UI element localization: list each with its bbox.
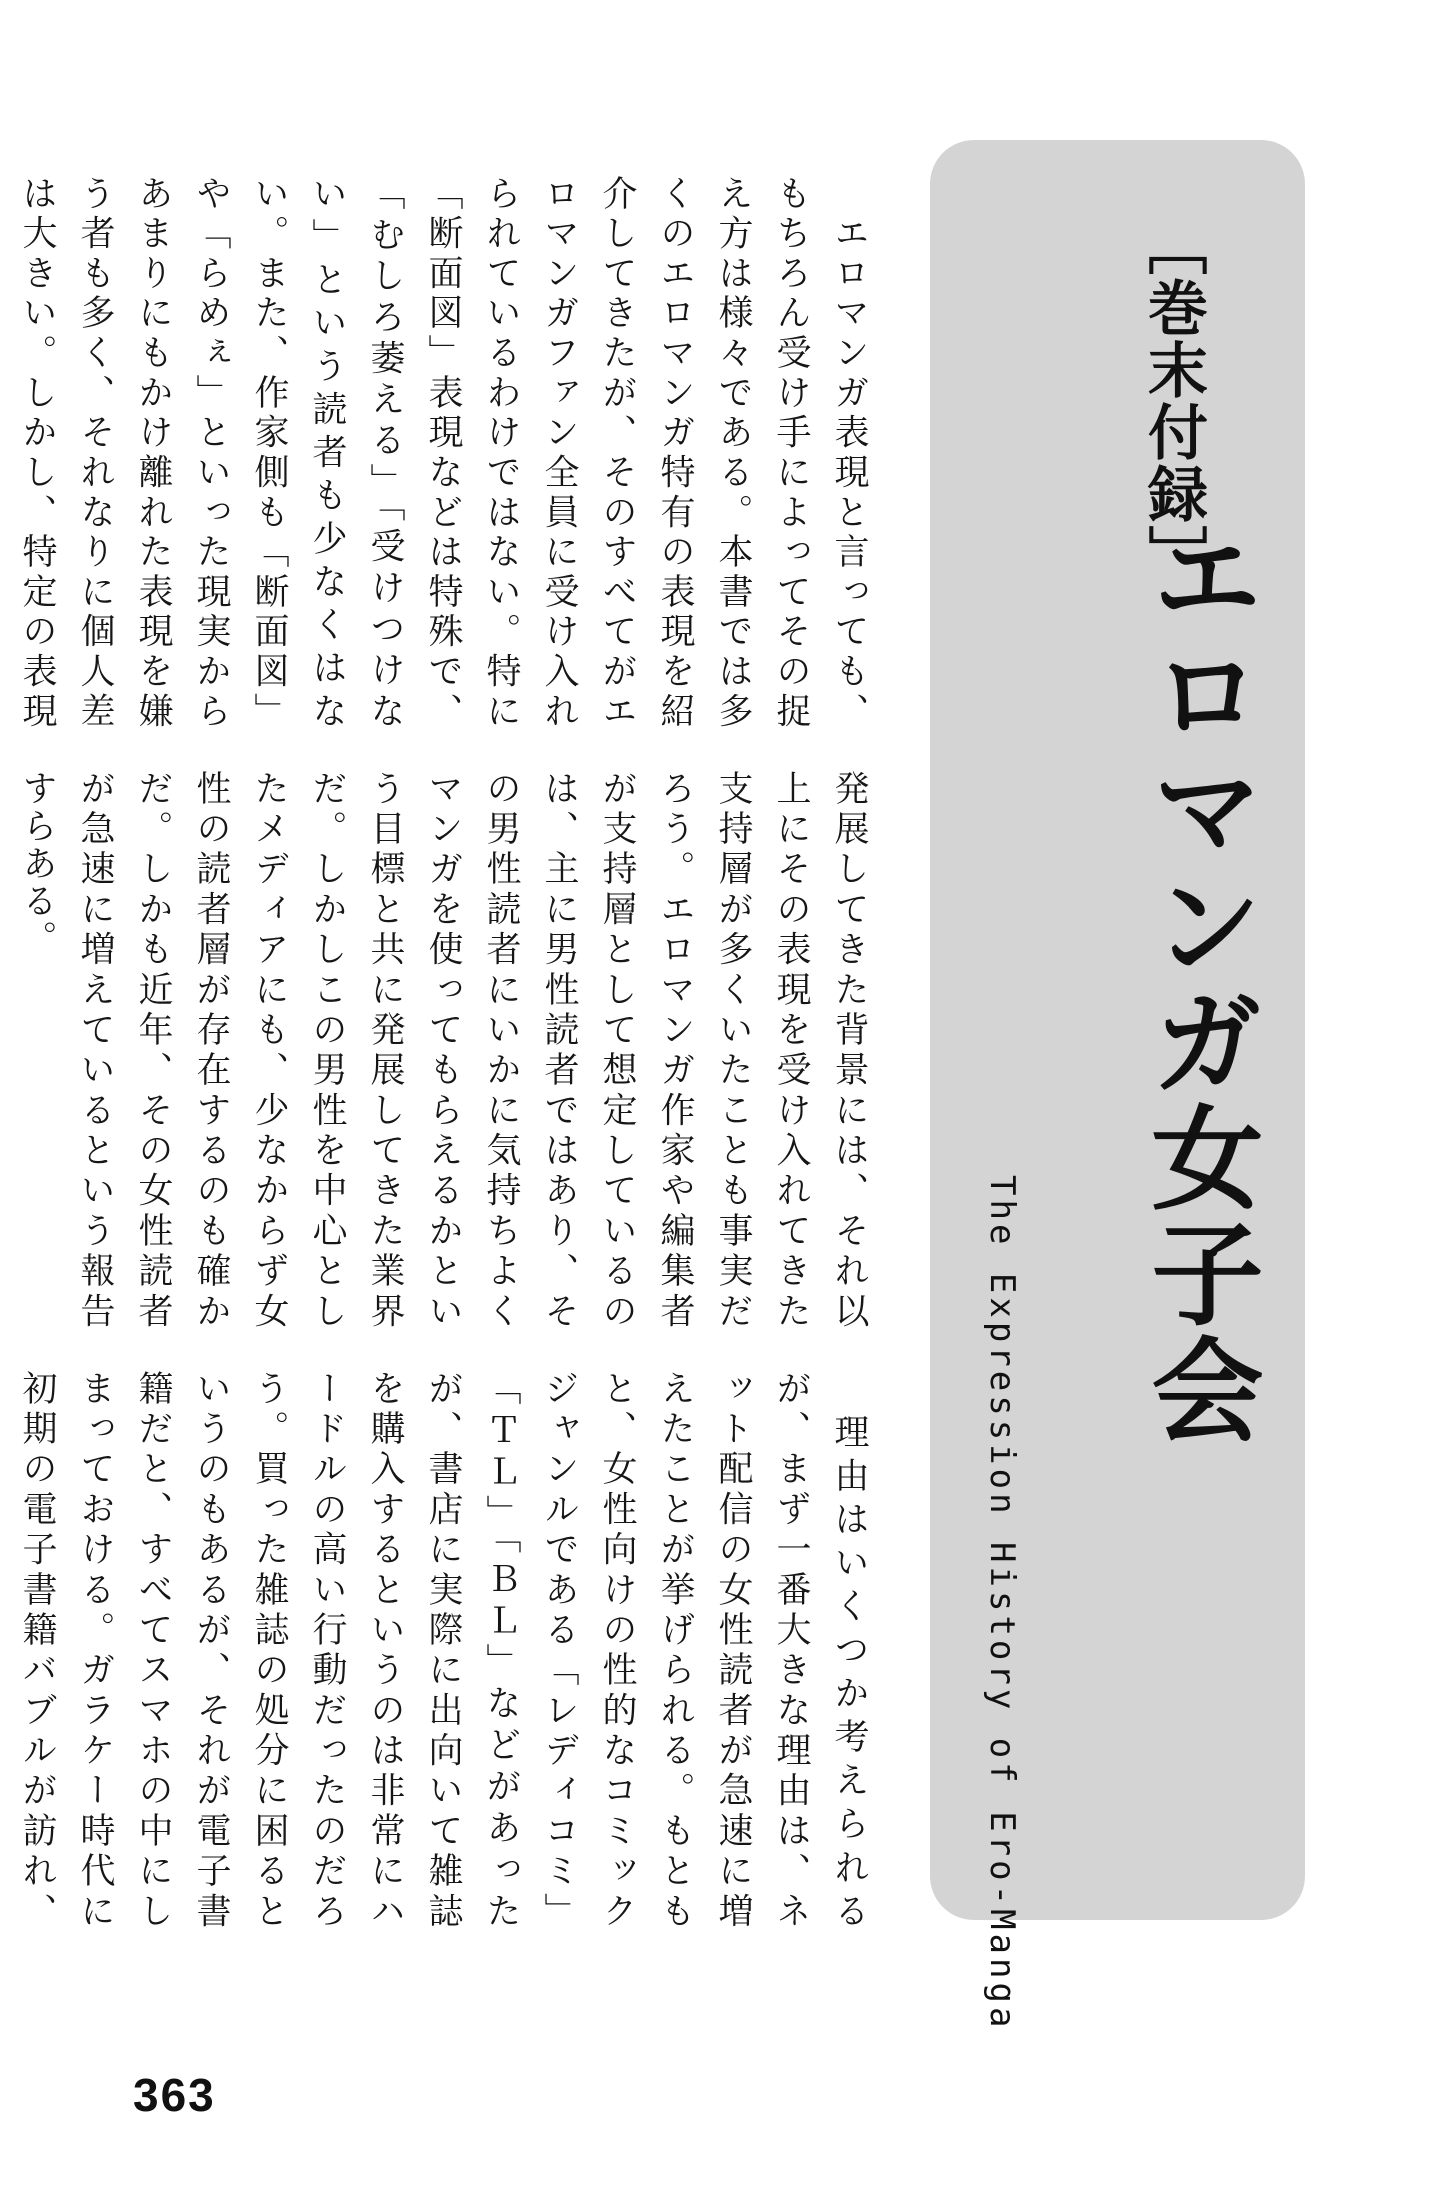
body-paragraph-3: 理由はいくつか考えられるが、まず一番大きな理由は、ネット配信の女性読者が急速に増えたことが挙げられる。もともと、女性向けの性的なコミックジャンルである「レディコミ」「ＴＬ」「ＢＬ」などがあったが、書店に実際に出向いて雑誌を購入するというのは非常にハードルの高い行動だったのだろう。買った雑誌の処分に困るというのもあるが、それが電子書籍だと、すべてスマホの中にしまっておける。ガラケー時代に初期の電子書籍バブルが訪れ、	[17, 1370, 869, 1930]
body-paragraph-2: 発展してきた背景には、それ以上にその表現を受け入れてきた支持層が多くいたことも事実だろう。エロマンガ作家や編集者が支持層として想定しているのは、主に男性読者ではあり、その男性読者にいかに気持ちよくマンガを使ってもらえるかという目標と共に発展してきた業界だ。しかしこの男性を中心としたメディアにも、少なからず女性の読者層が存在するのも確かだ。しかも近年、その女性読者が急速に増えているという報告すらある。	[17, 770, 869, 1330]
page-title: エロマンガ女子会	[1133, 520, 1263, 1448]
body-paragraph-1: エロマンガ表現と言っても、もちろん受け手によってその捉え方は様々である。本書では多くのエロマンガ特有の表現を紹介してきたが、そのすべてがエロマンガファン全員に受け入れられているわけではない。特に「断面図」表現などは特殊で、「むしろ萎える」「受けつけない」という読者も少なくはない。また、作家側も「断面図」や「らめぇ」といった現実からあまりにもかけ離れた表現を嫌う者も多く、それなりに個人差は大きい。しかし、特定の表現	[17, 175, 869, 730]
page-number: 363	[133, 2069, 216, 2121]
appendix-label: ［巻末付録］	[1138, 215, 1208, 587]
english-subtitle: The Expression History of Ero-Manga	[982, 1175, 1022, 2032]
